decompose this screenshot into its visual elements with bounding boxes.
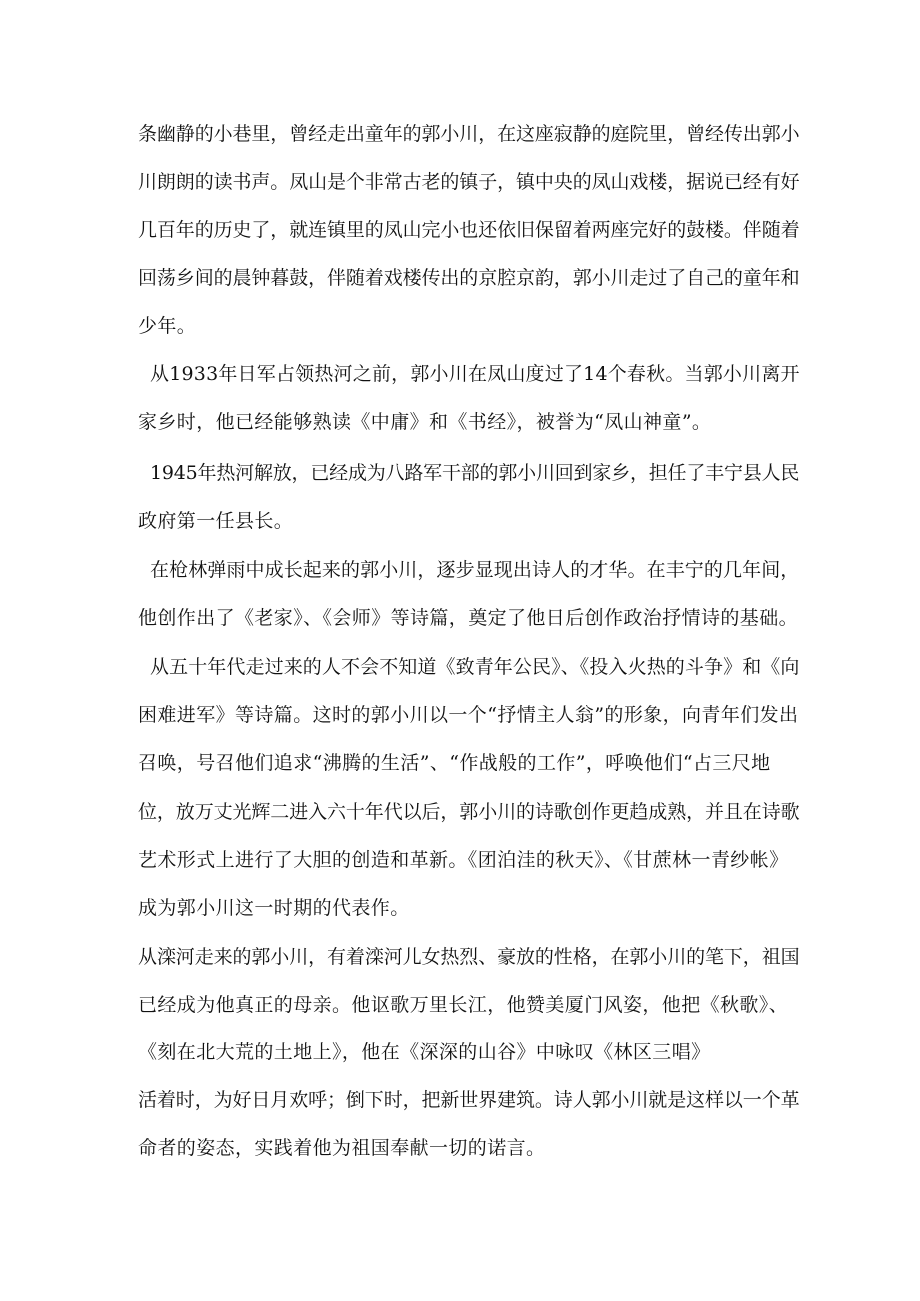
- text-line: 川朗朗的读书声。凤山是个非常古老的镇子，镇中央的凤山戏楼，据说已经有好: [138, 171, 800, 193]
- text-line: 从1933年日军占领热河之前，郭小川在凤山度过了14个春秋。当郭小川离开: [150, 363, 800, 385]
- text-line: 从五十年代走过来的人不会不知道《致青年公民》、《投入火热的斗争》和《向: [150, 656, 800, 678]
- text-line: 命者的姿态，实践着他为祖国奉献一切的诺言。: [138, 1137, 546, 1159]
- text-line: 几百年的历史了，就连镇里的凤山完小也还依旧保留着两座完好的鼓楼。伴随着: [138, 219, 800, 241]
- text-line: 成为郭小川这一时期的代表作。: [138, 897, 410, 919]
- text-line: 困难进军》等诗篇。这时的郭小川以一个“抒情主人翁”的形象，向青年们发出: [138, 704, 799, 726]
- text-line: 《刻在北大荒的土地上》，他在《深深的山谷》中咏叹《林区三唱》: [138, 1041, 711, 1063]
- text-line: 政府第一任县长。: [138, 510, 294, 532]
- text-line: 家乡时，他已经能够熟读《中庸》和《书经》，被誉为“凤山神童”。: [138, 411, 712, 433]
- text-line: 召唤，号召他们追求“沸腾的生活”、“作战般的工作”，呼唤他们“占三尺地: [138, 752, 771, 774]
- text-line: 少年。: [138, 315, 197, 337]
- text-line: 条幽静的小巷里，曾经走出童年的郭小川，在这座寂静的庭院里，曾经传出郭小: [138, 123, 800, 145]
- text-line: 回荡乡间的晨钟暮鼓，伴随着戏楼传出的京腔京韵，郭小川走过了自己的童年和: [138, 267, 800, 289]
- text-line: 已经成为他真正的母亲。他讴歌万里长江，他赞美厦门风姿，他把《秋歌》、: [138, 994, 789, 1016]
- text-line: 1945年热河解放，已经成为八路军干部的郭小川回到家乡，担任了丰宁县人民: [150, 462, 800, 484]
- text-line: 活着时，为好日月欢呼；倒下时，把新世界建筑。诗人郭小川就是这样以一个革: [138, 1089, 800, 1111]
- text-line: 从滦河走来的郭小川，有着滦河儿女热烈、豪放的性格，在郭小川的笔下，祖国: [138, 946, 800, 968]
- text-line: 他创作出了《老家》、《会师》等诗篇，奠定了他日后创作政治抒情诗的基础。: [138, 607, 799, 629]
- text-line: 位，放万丈光辉二进入六十年代以后，郭小川的诗歌创作更趋成熟，并且在诗歌: [138, 801, 800, 823]
- text-line: 艺术形式上进行了大胆的创造和革新。《团泊洼的秋天》、《甘蔗林一青纱帐》: [138, 849, 789, 871]
- text-line: 在枪林弹雨中成长起来的郭小川，逐步显现出诗人的才华。在丰宁的几年间，: [150, 559, 800, 581]
